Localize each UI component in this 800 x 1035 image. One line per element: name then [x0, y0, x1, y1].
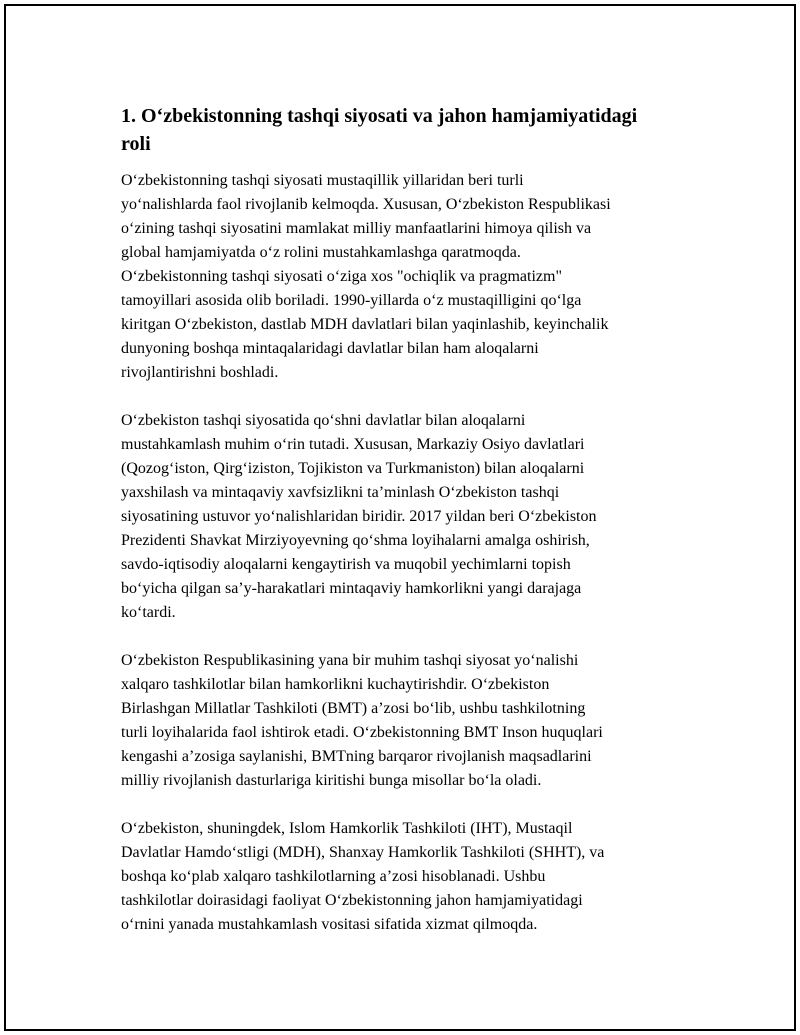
text-line: O‘zbekistonning tashqi siyosati o‘ziga xos "ochiqlik va pragmatizm" — [121, 268, 562, 285]
paragraph-2 — [121, 409, 691, 625]
text-line: (Qozog‘iston, Qirg‘iziston, Tojikiston va Turkmaniston) bilan aloqalarni — [121, 460, 585, 477]
text-line: kiritgan O‘zbekiston, dastlab MDH davlatlari bilan yaqinlashib, keyinchalik — [121, 316, 609, 333]
text-line: turli loyihalarida faol ishtirok etadi. O‘zbekistonning BMT Inson huquqlari — [121, 724, 603, 741]
text-line: rivojlantirishni boshladi. — [121, 364, 279, 381]
text-line: tamoyillari asosida olib boriladi. 1990-yillarda o‘z mustaqilligini qo‘lga — [121, 292, 582, 309]
text-line: yaxshilash va mintaqaviy xavfsizlikni ta’minlash O‘zbekiston tashqi — [121, 484, 560, 501]
text-line: o‘zining tashqi siyosatini mamlakat milliy manfaatlarini himoya qilish va — [121, 220, 592, 237]
text-line: boshqa ko‘plab xalqaro tashkilotlarning a’zosi hisoblanadi. Ushbu — [121, 868, 546, 885]
paragraph-4 — [121, 817, 691, 937]
text-line: ko‘tardi. — [121, 604, 176, 621]
text-line: kengashi a’zosiga saylanishi, BMTning barqaror rivojlanish maqsadlarini — [121, 748, 592, 765]
paragraph-1 — [121, 169, 691, 385]
text-line: bo‘yicha qilgan sa’y-harakatlari mintaqaviy hamkorlikni yangi darajaga — [121, 580, 582, 597]
text-line: xalqaro tashkilotlar bilan hamkorlikni kuchaytirishdir. O‘zbekiston — [121, 676, 550, 693]
text-line: O‘zbekistonning tashqi siyosati mustaqillik yillaridan beri turli — [121, 172, 524, 189]
text-line: milliy rivojlanish dasturlariga kiritishi bunga misollar bo‘la oladi. — [121, 772, 542, 789]
text-line: dunyoning boshqa mintaqalaridagi davlatlar bilan ham aloqalarni — [121, 340, 539, 357]
text-line: mustahkamlash muhim o‘rin tutadi. Xususan, Markaziy Osiyo davlatlari — [121, 436, 585, 453]
text-line: Birlashgan Millatlar Tashkiloti (BMT) a’zosi bo‘lib, ushbu tashkilotning — [121, 700, 586, 717]
text-line: global hamjamiyatda o‘z rolini mustahkamlashga qaratmoqda. — [121, 244, 521, 261]
text-line: Davlatlar Hamdo‘stligi (MDH), Shanxay Hamkorlik Tashkiloti (SHHT), va — [121, 844, 605, 861]
text-line: yo‘nalishlarda faol rivojlanib kelmoqda. Xususan, O‘zbekiston Respublikasi — [121, 196, 611, 213]
text-line: siyosatining ustuvor yo‘nalishlaridan biridir. 2017 yildan beri O‘zbekiston — [121, 508, 597, 525]
heading-line: 1. O‘zbekistonning tashqi siyosati va jahon hamjamiyatidagi — [121, 105, 638, 127]
text-line: tashkilotlar doirasidagi faoliyat O‘zbekistonning jahon hamjamiyatidagi — [121, 892, 583, 909]
text-line: Prezidenti Shavkat Mirziyoyevning qo‘shma loyihalarni amalga oshirish, — [121, 532, 590, 549]
section-heading — [121, 102, 691, 158]
document-body — [121, 102, 691, 961]
text-line: O‘zbekiston, shuningdek, Islom Hamkorlik Tashkiloti (IHT), Mustaqil — [121, 820, 573, 837]
text-line: savdo-iqtisodiy aloqalarni kengaytirish va muqobil yechimlarni topish — [121, 556, 571, 573]
heading-line: roli — [121, 133, 151, 155]
page-frame — [4, 4, 796, 1031]
text-line: O‘zbekiston tashqi siyosatida qo‘shni davlatlar bilan aloqalarni — [121, 412, 526, 429]
text-line: O‘zbekiston Respublikasining yana bir muhim tashqi siyosat yo‘nalishi — [121, 652, 579, 669]
paragraph-3 — [121, 649, 691, 793]
text-line: o‘rnini yanada mustahkamlash vositasi sifatida xizmat qilmoqda. — [121, 916, 538, 933]
